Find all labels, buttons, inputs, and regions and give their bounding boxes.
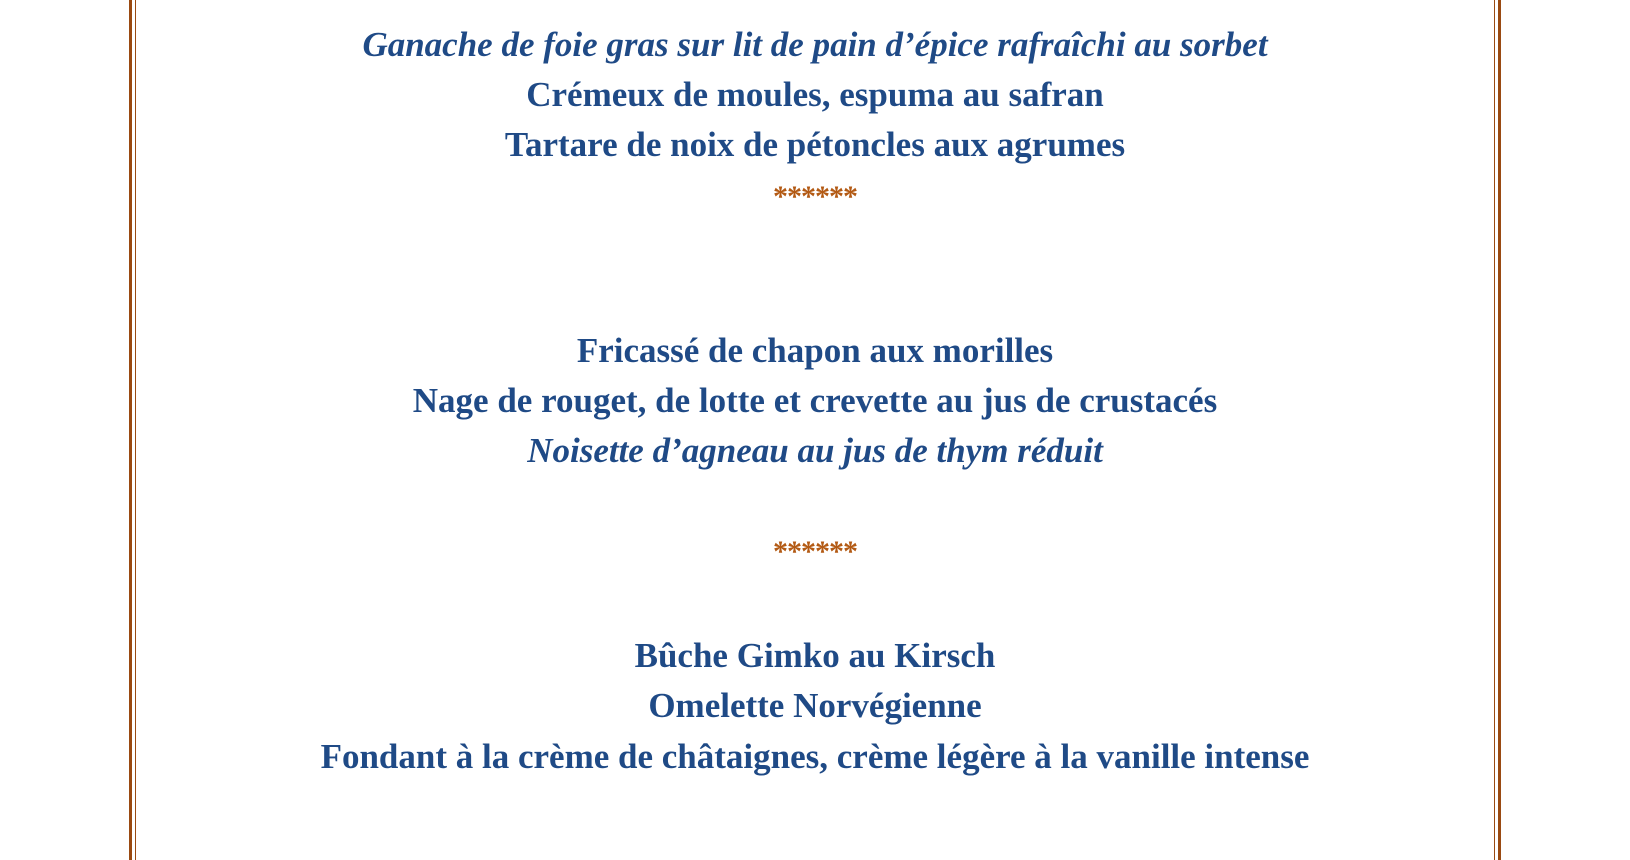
frame-border-left [129, 0, 136, 860]
menu-item-fondant-chataignes: Fondant à la crème de châtaignes, crème légère à la vanille intense [320, 737, 1310, 776]
menu-item-tartare-petoncles: Tartare de noix de pétoncles aux agrumes [504, 125, 1126, 164]
menu-item-omelette-norvegienne: Omelette Norvégienne [648, 686, 982, 725]
menu-item-foie-gras: Ganache de foie gras sur lit de pain d’épice rafraîchi au sorbet [362, 25, 1268, 64]
frame-border-right [1494, 0, 1501, 860]
section-separator-1: ****** [773, 180, 857, 213]
menu-item-nage-rouget: Nage de rouget, de lotte et crevette au jus de crustacés [412, 381, 1218, 420]
section-separator-2: ****** [773, 535, 857, 568]
menu-item-fricasse-chapon: Fricassé de chapon aux morilles [576, 331, 1054, 370]
menu-item-noisette-agneau: Noisette d’agneau au jus de thym réduit [527, 431, 1103, 470]
menu-item-buche-gimko: Bûche Gimko au Kirsch [634, 636, 996, 675]
menu-item-cremeux-moules: Crémeux de moules, espuma au safran [526, 75, 1104, 114]
